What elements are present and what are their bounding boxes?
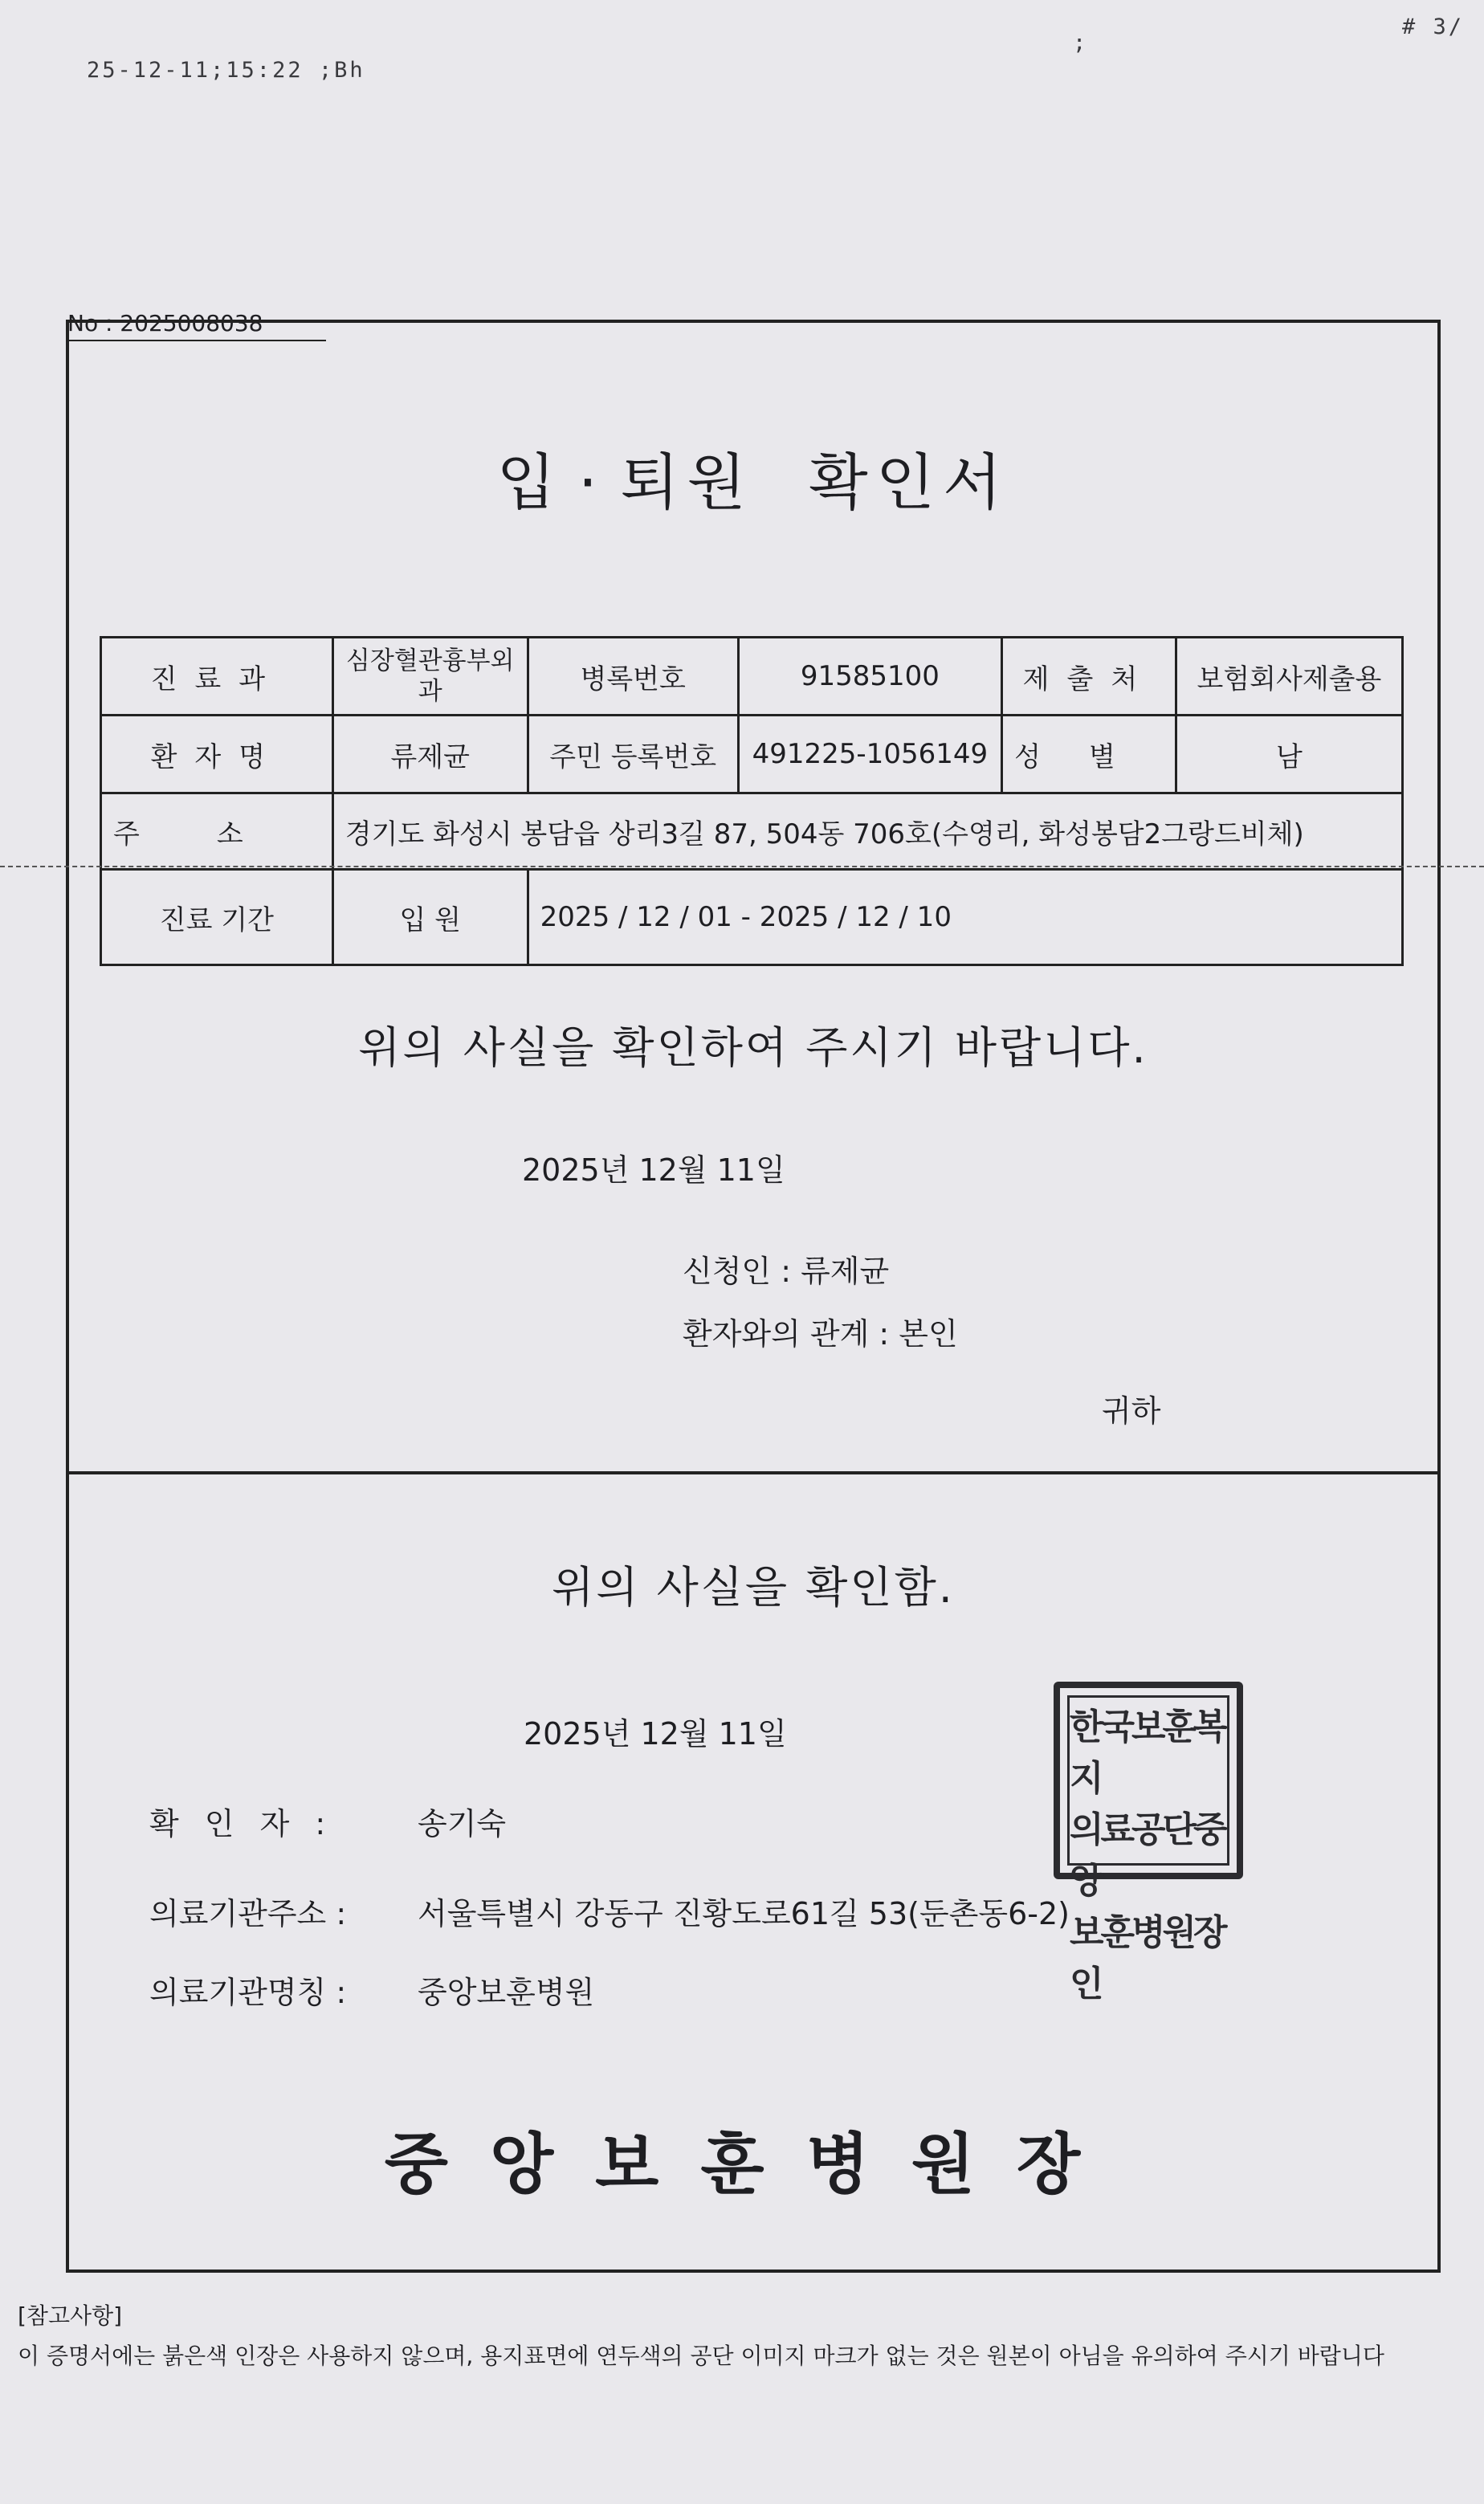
submit-to-value: 보험회사제출용 [1176,638,1402,716]
note-body: 이 증명서에는 붉은색 인장은 사용하지 않으며, 용지표면에 연두색의 공단 이미지 마크가 없는 것은 원본이 아님을 유의하여 주시기 바랍니다 [18,2343,1384,2369]
seal-line-1: 한국보훈복지 [1070,1707,1225,1799]
confirm-text: 위의 사실을 확인함. [552,1562,955,1613]
title-part-discharge: 퇴원 [620,447,754,518]
note-heading: [참고사항] [18,2302,123,2329]
period-label: 진료 기간 [101,870,333,965]
period-value: 2025 / 12 / 01 - 2025 / 12 / 10 [528,870,1402,965]
section-divider [69,1471,1437,1474]
applicant: 신청인 : 류제균 [683,1254,890,1289]
institution-name-value: 중앙보훈병원 [418,1975,595,2010]
submit-to-label: 제출처 [1002,638,1176,716]
chart-number-value: 91585100 [738,638,1001,716]
confirm-date: 2025년 12월 11일 [524,1716,787,1752]
fax-fold-line [0,866,1484,867]
seal-line-3: 보훈병원장인 [1070,1912,1225,2004]
fax-page-number: # 3/ [1402,14,1465,39]
resident-number-label: 주민 등록번호 [528,716,738,793]
confirmer-label: 확 인 자 : [149,1806,334,1841]
hospital-director: 중앙보훈병원장 [384,2127,1123,2203]
period-type: 입 원 [332,870,528,965]
document-title [69,434,1437,521]
sex-value: 남 [1176,716,1402,793]
fax-timestamp: 25-12-11;15:22 ;Bh [87,58,365,83]
chart-number-label: 병록번호 [528,638,738,716]
resident-number-value: 491225-1056149 [738,716,1001,793]
dept-value: 심장혈관흉부외과 [332,638,528,716]
address-label: 주소 [101,793,333,870]
honorific: 귀하 [1102,1393,1161,1429]
seal-line-2: 의료공단중앙 [1070,1809,1225,1902]
title-part-admission: 입 [496,447,564,518]
request-text: 위의 사실을 확인하여 주시기 바랍니다. [358,1022,1148,1073]
title-part-certificate: 확인서 [809,447,1010,518]
confirmer-value: 송기숙 [418,1806,507,1841]
institution-name-label: 의료기관명칭 : [149,1975,347,2010]
institution-address-label: 의료기관주소 : [149,1896,347,1931]
document-number: No : 2025008038 [67,310,326,341]
dept-label: 진료과 [101,638,333,716]
patient-info-table [100,636,1404,966]
fax-separator: ; [1073,31,1089,55]
title-dot: · [577,447,606,518]
patient-name-value: 류제균 [332,716,528,793]
address-value: 경기도 화성시 봉담읍 상리3길 87, 504동 706호(수영리, 화성봉담2그랑드비체) [332,793,1402,870]
patient-name-label: 환자명 [101,716,333,793]
official-seal [1054,1682,1243,2004]
relation-to-patient: 환자와의 관계 : 본인 [683,1316,958,1352]
institution-address-value: 서울특별시 강동구 진황도로61길 53(둔촌동6-2) [418,1896,1070,1931]
request-date: 2025년 12월 11일 [522,1152,785,1188]
sex-label: 성별 [1002,716,1176,793]
